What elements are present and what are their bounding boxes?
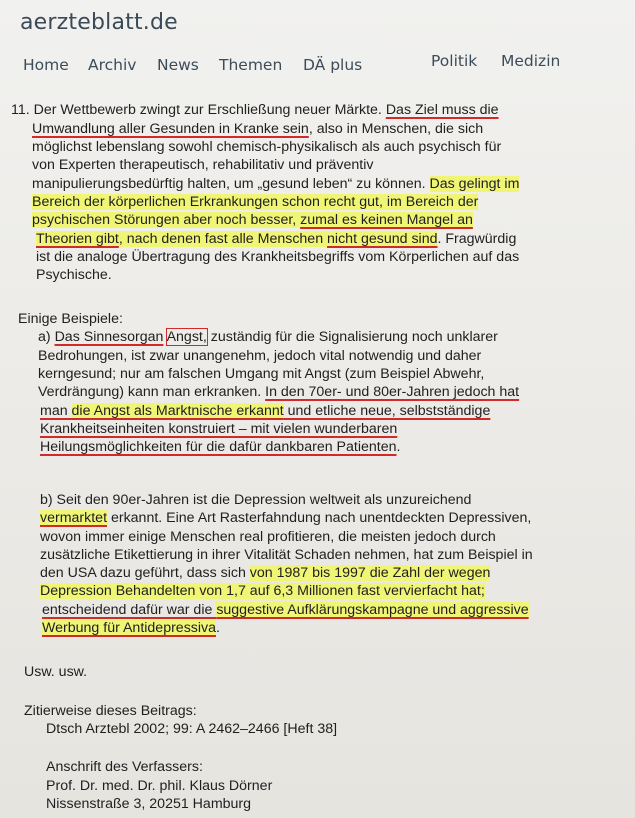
text-line [32,157,374,175]
text-line [46,778,272,796]
underlined-text: Das Sinnesorgan [54,329,164,345]
text-run: a) [38,329,55,345]
underlined-text: und etliche neue, selbstständige [283,403,491,419]
text-run: zusätzliche Etikettierung in ihrer Vitalität Schaden nehmen, hat zum Beispiel in [40,547,533,563]
text-line [40,492,471,510]
highlighted-underlined-text: nicht gesund sind [327,231,438,247]
highlighted-underlined-text: Werbung für Antidepressiva [42,620,217,636]
text-line [24,703,197,721]
text-line [40,439,400,457]
underlined-text: man [40,403,72,419]
nav-home[interactable]: Home [23,56,69,74]
text-line [40,421,397,439]
text-run: Bedrohungen, ist zwar unangenehm, jedoch vital notwendig und daher [38,348,482,364]
highlighted-underlined-text: die Angst als Marktnische erkannt [71,403,284,419]
highlighted-text: Depression Behandelten von 1,7 auf 6,3 Millionen fast vervierfacht hat; [40,583,485,599]
text-run: Dtsch Arztebl 2002; 99: A 2462–2466 [Heft 38] [46,721,338,737]
underlined-text: entscheidend dafür war die [42,602,217,618]
text-run: von Experten therapeutisch, rehabilitativ und präventiv [32,157,374,173]
text-run: 11. Der Wettbewerb zwingt zur Erschließung neuer Märkte. [11,102,386,118]
highlighted-text: psychischen Störungen aber noch besser, [32,212,301,228]
site-logo[interactable]: aerzteblatt.de [20,10,178,35]
text-line [32,176,519,194]
text-line [40,547,533,565]
text-line [11,102,499,120]
text-run: Prof. Dr. med. Dr. phil. Klaus Dörner [46,778,273,794]
text-run: den USA dazu geführt, dass sich [40,565,250,581]
text-line [38,329,498,347]
text-line [40,583,485,601]
text-run: Einige Beispiele: [18,311,123,327]
underlined-text: Heilungsmöglichkeiten für die dafür dankbaren Patienten [40,439,397,455]
text-run: Verdrängung) kann man erkranken. [38,384,266,400]
text-run: Psychische. [36,267,112,283]
text-run: manipulierungsbedürftig halten, um „gesund leben“ zu können. [32,176,430,192]
nav-themen[interactable]: Themen [219,56,283,74]
text-line [46,759,203,777]
nav-politik[interactable]: Politik [431,52,478,70]
highlighted-underlined-text: vermarktet [40,510,108,526]
text-run: . Fragwürdig [437,231,517,247]
text-run: Zitierweise dieses Beitrags: [24,703,197,719]
boxed-word: Angst, [166,329,207,345]
nav-news[interactable]: News [157,56,199,74]
text-line [24,664,87,682]
text-line [38,348,481,366]
main-nav [0,50,635,80]
highlighted-underlined-text: Theorien gibt [36,231,119,247]
text-line [40,529,496,547]
underlined-text: In den 70er- und 80er-Jahren jedoch hat [265,384,520,400]
text-run: b) Seit den 90er-Jahren ist die Depression weltweit als unzureichend [40,492,472,508]
text-run: möglichst lebenslang sowohl chemisch-physikalisch als auch psychisch für [32,139,502,155]
text-line [40,510,531,528]
text-line [38,384,519,402]
text-run: wovon immer einige Menschen real profitieren, die meisten jedoch durch [40,529,496,545]
underlined-text: Krankheitseinheiten konstruiert – mit vielen wunderbaren [40,421,398,437]
text-line [40,403,490,421]
text-line [18,311,123,329]
text-line [40,565,490,583]
text-line [46,796,251,814]
text-line [42,602,529,620]
text-line [36,249,519,267]
text-run: erkannt. Eine Art Rasterfahndung nach unentdeckten Depressiven, [107,510,532,526]
text-line [36,267,112,285]
nav-dae-plus[interactable]: DÄ plus [303,56,363,74]
text-run: . [216,620,220,636]
text-run: ist die analoge Übertragung des Krankheitsbegriffs vom Körperlichen auf das [36,249,520,265]
underlined-text: Umwandlung aller Gesunden in Kranke sein [32,121,309,137]
underlined-text: Das Ziel muss die [385,102,499,118]
text-run: zuständig für die Signalisierung noch unklarer [206,329,498,345]
text-run: Usw. usw. [24,664,88,680]
highlighted-text: Bereich der körperlichen Erkrankungen schon recht gut, im Bereich der [32,194,479,210]
text-line [42,620,220,638]
text-run: Anschrift des Verfassers: [46,759,203,775]
text-run: , also in Menschen, die sich [308,121,484,137]
nav-medizin[interactable]: Medizin [501,52,561,70]
text-line [36,231,516,249]
highlighted-underlined-text: suggestive Aufklärungskampagne und aggressive [216,602,529,618]
text-run: . [396,439,401,455]
text-run: kerngesund; nur am falschen Umgang mit Angst (zum Beispiel Abwehr, [38,366,485,382]
text-line [46,721,337,739]
highlighted-text: von 1987 bis 1997 die Zahl der wegen [249,565,491,581]
text-line [32,139,501,157]
nav-archiv[interactable]: Archiv [88,56,137,74]
text-line [32,121,483,139]
text-line [38,366,484,384]
highlighted-text: , nach denen fast alle Menschen [118,231,328,247]
highlighted-underlined-text: zumal es keinen Mangel an [300,212,473,228]
text-line [32,194,478,212]
highlighted-text: Das gelingt im [429,176,520,192]
text-run: Nissenstraße 3, 20251 Hamburg [46,796,252,812]
text-line [32,212,473,230]
